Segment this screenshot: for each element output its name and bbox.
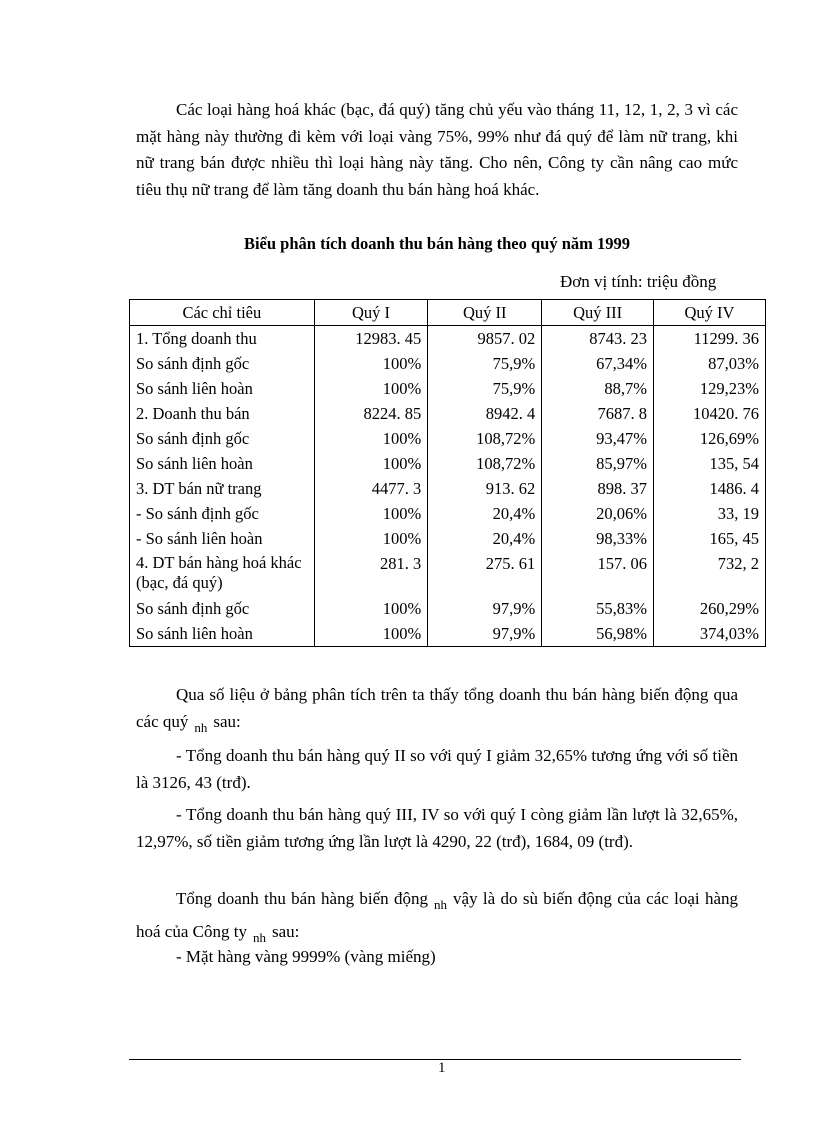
cell-q4: 1486. 4 (653, 476, 765, 501)
intro-paragraph (136, 97, 738, 203)
row-label: So sánh liên hoàn (130, 376, 315, 401)
cell-q2: 913. 62 (428, 476, 542, 501)
cell-q1: 8224. 85 (314, 401, 428, 426)
cell-q1: 281. 3 (314, 551, 428, 596)
row-label: - So sánh định gốc (130, 501, 315, 526)
table-row (130, 551, 766, 596)
cell-q4: 374,03% (653, 621, 765, 647)
cell-q1: 100% (314, 621, 428, 647)
cell-q3: 93,47% (542, 426, 654, 451)
row-label: So sánh định gốc (130, 426, 315, 451)
cell-q4: 87,03% (653, 351, 765, 376)
cell-q3: 55,83% (542, 596, 654, 621)
table-row (130, 401, 766, 426)
cell-q4: 10420. 76 (653, 401, 765, 426)
cell-q2: 275. 61 (428, 551, 542, 596)
table-row (130, 501, 766, 526)
cell-q1: 100% (314, 451, 428, 476)
analysis-text-4: Tổng doanh thu bán hàng biến động $_{nh}$ vậy là do sù biến động của các loại hàng hoá của Công ty $_{nh}$ sau: (136, 889, 739, 945)
cell-q1: 100% (314, 376, 428, 401)
cell-q3: 98,33% (542, 526, 654, 551)
table-row (130, 326, 766, 352)
cell-q4: 129,23% (653, 376, 765, 401)
header-indicator: Các chỉ tiêu (130, 300, 315, 326)
cell-q2: 97,9% (428, 596, 542, 621)
table-row (130, 376, 766, 401)
table-header-row (130, 300, 766, 326)
footer-divider (129, 1059, 741, 1060)
cell-q3: 85,97% (542, 451, 654, 476)
cell-q3: 20,06% (542, 501, 654, 526)
cell-q2: 8942. 4 (428, 401, 542, 426)
row-label: 1. Tổng doanh thu (130, 326, 315, 352)
cell-q2: 97,9% (428, 621, 542, 647)
row-label: So sánh định gốc (130, 351, 315, 376)
cell-q1: 12983. 45 (314, 326, 428, 352)
cell-q1: 4477. 3 (314, 476, 428, 501)
header-q2: Quý II (428, 300, 542, 326)
analysis-paragraph-3 (136, 802, 738, 855)
cell-q2: 75,9% (428, 351, 542, 376)
analysis-paragraph-4 (136, 886, 738, 951)
cell-q4: 135, 54 (653, 451, 765, 476)
cell-q2: 9857. 02 (428, 326, 542, 352)
cell-q4: 732, 2 (653, 551, 765, 596)
row-label: 2. Doanh thu bán (130, 401, 315, 426)
analysis-paragraph-5 (136, 944, 738, 971)
table-row (130, 476, 766, 501)
cell-q2: 108,72% (428, 426, 542, 451)
cell-q4: 126,69% (653, 426, 765, 451)
cell-q2: 20,4% (428, 526, 542, 551)
analysis-text-2: - Tổng doanh thu bán hàng quý II so với quý I giảm 32,65% tương ứng với số tiền là 3126, 43 (trđ). (136, 746, 738, 792)
cell-q3: 8743. 23 (542, 326, 654, 352)
cell-q3: 898. 37 (542, 476, 654, 501)
page-number: 1 (438, 1060, 446, 1076)
table-row (130, 351, 766, 376)
cell-q4: 33, 19 (653, 501, 765, 526)
intro-text: Các loại hàng hoá khác (bạc, đá quý) tăng chủ yếu vào tháng 11, 12, 1, 2, 3 vì các mặt hàng này thường đi kèm với loại vàng 75%, 99% như đá quý để làm nữ trang, khi nữ trang bán được nhiều thì loại hàng này tăng. Cho nên, Công ty cần nâng cao mức tiêu thụ nữ trang để làm tăng doanh thu bán hàng hoá khác. (136, 100, 738, 199)
row-label: So sánh liên hoàn (130, 621, 315, 647)
cell-q2: 75,9% (428, 376, 542, 401)
cell-q1: 100% (314, 351, 428, 376)
analysis-paragraph-1 (136, 682, 738, 741)
cell-q1: 100% (314, 501, 428, 526)
analysis-text-1: Qua số liệu ở bảng phân tích trên ta thấy tổng doanh thu bán hàng biến động qua các quý $_{nh}$ sau: (136, 685, 738, 735)
row-label: So sánh liên hoàn (130, 451, 315, 476)
header-q3: Quý III (542, 300, 654, 326)
row-label: - So sánh liên hoàn (130, 526, 315, 551)
analysis-paragraph-2 (136, 743, 738, 796)
cell-q3: 7687. 8 (542, 401, 654, 426)
cell-q2: 20,4% (428, 501, 542, 526)
analysis-text-5: - Mặt hàng vàng 9999% (vàng miếng) (176, 947, 436, 966)
row-label: 4. DT bán hàng hoá khác (bạc, đá quý) (130, 551, 315, 596)
header-q1: Quý I (314, 300, 428, 326)
cell-q1: 100% (314, 426, 428, 451)
table-row (130, 596, 766, 621)
revenue-table (129, 299, 766, 647)
cell-q1: 100% (314, 526, 428, 551)
analysis-text-3: - Tổng doanh thu bán hàng quý III, IV so với quý I còng giảm lần lượt là 32,65%, 12,97%, số tiền giảm tương ứng lần lượt là 4290, 22 (trđ), 1684, 09 (trđ). (136, 805, 738, 851)
row-label: 3. DT bán nữ trang (130, 476, 315, 501)
cell-q4: 260,29% (653, 596, 765, 621)
unit-label: Đơn vị tính: triệu đồng (560, 272, 717, 291)
header-q4: Quý IV (653, 300, 765, 326)
cell-q4: 11299. 36 (653, 326, 765, 352)
cell-q3: 67,34% (542, 351, 654, 376)
cell-q2: 108,72% (428, 451, 542, 476)
table-row (130, 621, 766, 647)
table-row (130, 426, 766, 451)
cell-q3: 88,7% (542, 376, 654, 401)
cell-q3: 56,98% (542, 621, 654, 647)
cell-q1: 100% (314, 596, 428, 621)
table-title: Biểu phân tích doanh thu bán hàng theo quý năm 1999 (243, 234, 631, 253)
cell-q3: 157. 06 (542, 551, 654, 596)
table-row (130, 526, 766, 551)
table-row (130, 451, 766, 476)
cell-q4: 165, 45 (653, 526, 765, 551)
row-label: So sánh định gốc (130, 596, 315, 621)
